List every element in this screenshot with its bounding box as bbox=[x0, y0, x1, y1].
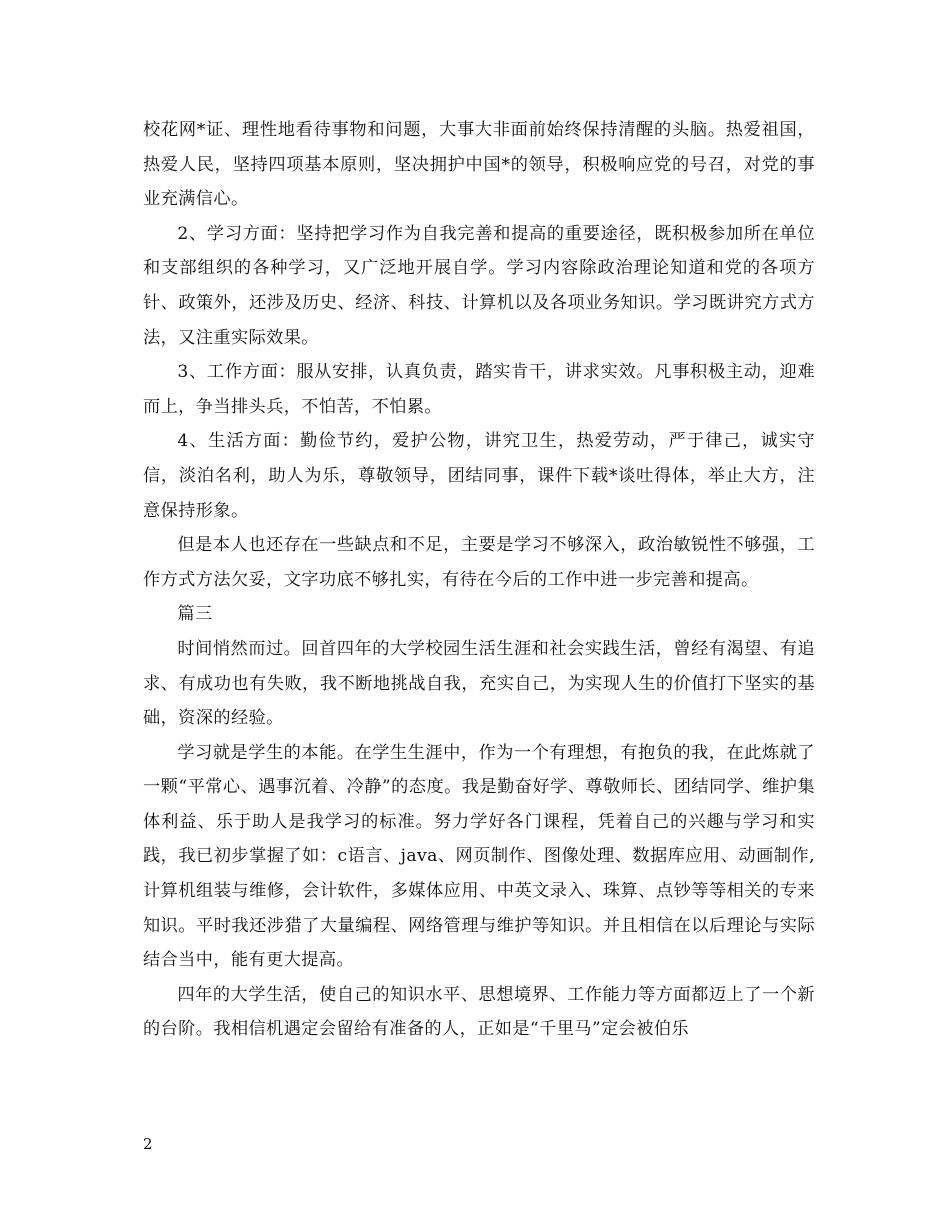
paragraph-7: 学习就是学生的本能。在学生生涯中，作为一个有理想，有抱负的我，在此炼就了一颗“平常心、遇事沉着、冷静”的态度。我是勤奋好学、尊敬师长、团结同学、维护集体利益、乐于助人是我学习的标准。努力学好各门课程，凭着自己的兴趣与学习和实践，我已初步掌握了如：c语言、java、网页制作、图像处理、数据库应用、动画制作,计算机组装与维修，会计软件，多媒体应用、中英文录入、珠算、点钞等等相关的专来知识。平时我还涉猎了大量编程、网络管理与维护等知识。并且相信在以后理论与实际结合当中，能有更大提高。 bbox=[143, 742, 815, 971]
page-number: 2 bbox=[143, 1135, 153, 1153]
paragraph-6: 时间悄然而过。回首四年的大学校园生活生涯和社会实践生活，曾经有渴望、有追求、有成功也有失败，我不断地挑战自我，充实自己，为实现人生的价值打下坚实的基础，资深的经验。 bbox=[143, 638, 815, 729]
paragraph-5: 但是本人也还存在一些缺点和不足，主要是学习不够深入，政治敏锐性不够强，工作方式方法欠妥，文字功底不够扎实，有待在今后的工作中进一步完善和提高。 bbox=[143, 535, 815, 590]
paragraph-8: 四年的大学生活，使自己的知识水平、思想境界、工作能力等方面都迈上了一个新的台阶。我相信机遇定会留给有准备的人，正如是“千里马”定会被伯乐 bbox=[143, 984, 815, 1040]
paragraph-2: 2、学习方面：坚持把学习作为自我完善和提高的重要途径，既积极参加所在单位和支部组织的各种学习，又广泛地开展自学。学习内容除政治理论知道和党的各项方针、政策外，还涉及历史、经济、科技、计算机以及各项业务知识。学习既讲究方式方法，又注重实际效果。 bbox=[143, 223, 815, 348]
paragraph-1: 校花网*证、理性地看待事物和问题，大事大非面前始终保持清醒的头脑。热爱祖国，热爱人民，坚持四项基本原则，坚决拥护中国*的领导，积极响应党的号召，对党的事业充满信心。 bbox=[143, 120, 815, 210]
section-heading: 篇三 bbox=[177, 604, 213, 625]
paragraph-4: 4、生活方面：勤俭节约，爱护公物，讲究卫生，热爱劳动，严于律己，诚实守信，淡泊名利，助人为乐，尊敬领导，团结同事，课件下载*谈吐得体，举止大方，注意保持形象。 bbox=[143, 431, 815, 521]
paragraph-3: 3、工作方面：服从安排，认真负责，踏实肯干，讲求实效。凡事积极主动，迎难而上，争当排头兵，不怕苦，不怕累。 bbox=[143, 362, 815, 417]
body-text bbox=[143, 113, 815, 1047]
